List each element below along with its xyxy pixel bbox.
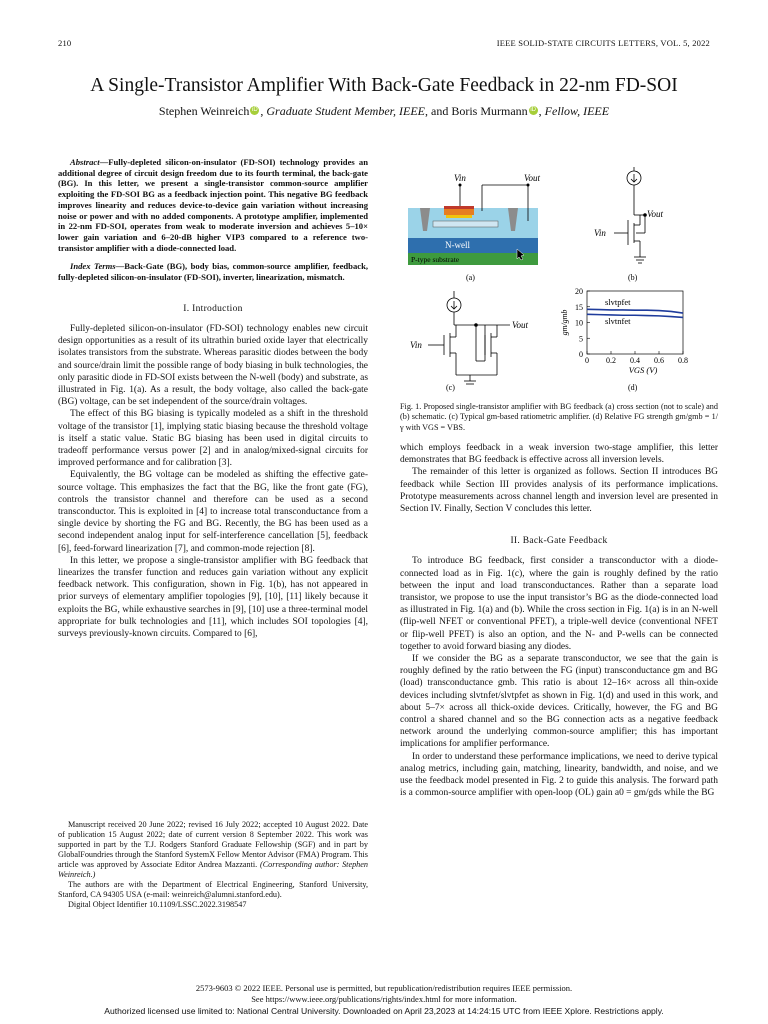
- x-tick-label: 0: [585, 356, 589, 365]
- front-gate: [444, 209, 474, 215]
- fig-label-b: (b): [628, 273, 638, 282]
- paragraph: If we consider the BG as a separate transconductor, we see that the gain is roughly defined by the ratio between the FG (input) transconductance gm and BG (load) transconductance gmb. This ratio is about 12–16× across all thin-oxide devices including slvtnfet/slvtpfet as shown in Fig. 1(d) and used in this work, and about 5–7× across all thick-oxide devices. Critically, however, the FG and BG control a shared channel and so the BG connection acts as a negative feedback network around the underlying common-source amplifier; this has important implications for amplifier performance.: [400, 654, 718, 750]
- abstract-label: Abstract: [70, 157, 100, 167]
- orcid-icon[interactable]: iD: [252, 107, 258, 113]
- footnote-doi[interactable]: Digital Object Identifier 10.1109/LSSC.2022.3198547: [68, 900, 247, 909]
- paragraph: In this letter, we propose a single-transistor amplifier with BG feedback that linearizes the transfer function and reduces gain variation without any explicit feedback network. This configuration, shown in Fig. 1(b), has not appeared in prior surveys of elementary amplifier topologies [9], [10], [11] likely because it exploits the BG, while exhaustive searches in [9], [10] use a three-terminal model appropriate for bulk technologies and [11], which includes SOI topologies [4], surveys previously-known circuits. Compared to [6],: [58, 555, 368, 640]
- fig-1a-cross-section: [408, 173, 541, 282]
- vin-label: Vin: [454, 173, 466, 183]
- y-tick-label: 15: [575, 302, 583, 312]
- paragraph: The effect of this BG biasing is typically modeled as a shift in the threshold voltage of the transistor [1], implying static biasing because the threshold voltage is itself a static value. Static BG biasing has been used in digital circuits to tradeoff performance versus power [2] and in analog/mixed-signal circuits for improved performance and for calibration [3].: [58, 409, 368, 469]
- fig-label-c: (c): [446, 383, 455, 392]
- gate-contact: [444, 206, 474, 209]
- x-axis-label: VGS (V): [628, 365, 658, 375]
- series-label-slvtpfet: slvtpfet: [605, 297, 631, 308]
- paragraph: The remainder of this letter is organized as follows. Section II introduces BG feedback while Section III provides analysis of its performance implications. Prototype measurements across channel length and inversion level are presented in Section IV. Finally, Section V concludes this letter.: [400, 467, 718, 515]
- section-2-heading: II. Back-Gate Feedback: [510, 536, 608, 547]
- paragraph: In order to understand these performance implications, we need to derive typical analog metrics, including gain, matching, linearity, bandwidth, and noise, and we use the feedback model presented in Fig. 2 to guide this analysis. The forward path is a common-source amplifier with open-loop (OL) gain a0 = gm/gds while the BG: [400, 751, 718, 799]
- index-terms: [58, 261, 368, 282]
- footnote-corresponding: (Corresponding author: Stephen Weinreich.): [58, 860, 369, 879]
- vout-label-c: Vout: [512, 320, 529, 330]
- page-number: 210: [58, 38, 72, 48]
- vout-label-b: Vout: [647, 209, 664, 219]
- author-line: Stephen Weinreich iD , Graduate Student Member, IEEE, and Boris Murmann iD , Fellow, IEEE: [158, 104, 610, 118]
- fig-1b-schematic: [614, 167, 646, 263]
- paper-title: A Single-Transistor Amplifier With Back-Gate Feedback in 22-nm FD-SOI: [90, 75, 678, 96]
- x-tick-label: 0.8: [678, 356, 688, 365]
- author-1-name: Stephen Weinreich: [158, 104, 250, 118]
- paragraph: which employs feedback in a weak inversion two-stage amplifier, this letter demonstrates that BG feedback is effective across all inversion levels.: [400, 443, 718, 466]
- fig-label-a: (a): [466, 273, 475, 282]
- fig-1c-schematic: [428, 291, 510, 384]
- author-1-role: Graduate Student Member, IEEE: [266, 104, 425, 118]
- series-label-slvtnfet: slvtnfet: [605, 316, 631, 327]
- y-tick-label: 5: [579, 334, 583, 344]
- footnote-affiliation: The authors are with the Department of Electrical Engineering, Stanford University, Stanford, CA 94305 USA (e-mail: weinreich@alumni.stanford.edu).: [58, 880, 368, 899]
- y-tick-label: 10: [575, 318, 583, 328]
- y-tick-label: 0: [579, 350, 583, 359]
- abstract-text: —Fully-depleted silicon-on-insulator (FD-SOI) technology provides an additional degree of circuit design freedom due to its fourth terminal, the back-gate (BG). In this letter, we present a single-transistor common-source amplifier exploiting the FD-SOI BG as a feedback injection point. This negative BG feedback improves linearity and reduces device-to-device gain variation without increasing noise or power and with no added components. A prototype amplifier, implemented in 22-nm FD-SOI, operates from weak to moderate inversion and achieves 5–10× lower gain variation and 6–20-dB higher VIP3 compared to a reference two-transistor amplifier with a diode-connected load.: [58, 157, 368, 253]
- index-terms-text: —Back-Gate (BG), body bias, common-source amplifier, feedback, fully-depleted silicon-on-insulator (FD-SOI), inverter, linearization, mismatch.: [58, 261, 369, 283]
- running-header: IEEE SOLID-STATE CIRCUITS LETTERS, VOL. 5, 2022: [496, 38, 710, 48]
- x-tick-label: 0.2: [606, 356, 616, 365]
- copyright-line: 2573-9603 © 2022 IEEE. Personal use is permitted, but republication/redistribution requires IEEE permission.: [195, 983, 573, 993]
- paragraph: Fully-depleted silicon-on-insulator (FD-SOI) technology enables new circuit design opportunities as a result of its ultrathin buried oxide layer that electrically isolates transistors from the substrate. Whereas parasitic diodes between the body and source/drain limit the possible range of body biasing in bulk technologies, the only parasitic diode in FD-SOI exists between the N-well (body) and substrate, as illustrated in Fig. 1(a). As a result, the body voltage, also called the back-gate (BG) voltage, can be set independent of the source/drain voltages.: [58, 323, 368, 408]
- buried-oxide: [433, 221, 498, 227]
- copyright-notice: [0, 983, 768, 1005]
- paragraph: Equivalently, the BG voltage can be modeled as shifting the effective gate-source voltage. This emphasizes the fact that the BG, like the front gate (FG), controls the transistor channel and therefore can be used as a second transconductor. This is exploited in [4] to increase total transconductance from a single device by shorting the FG and BG. Recently, the BG has been used as a second independent analog input for self-interference cancellation [5], feedback [6], feed-forward linearization [7], and common-mode rejection [8].: [58, 470, 368, 554]
- vin-label-c: Vin: [410, 340, 422, 350]
- psub-label: P-type substrate: [411, 255, 460, 264]
- author-2-role: Fellow, IEEE: [544, 104, 610, 118]
- series-line-slvtnfet: [587, 314, 683, 317]
- series-line-slvtpfet: [587, 309, 683, 313]
- fig-label-d: (d): [628, 383, 638, 392]
- y-axis-label: gm/gmb: [560, 309, 569, 336]
- left-column: [58, 157, 368, 640]
- right-column: [400, 442, 718, 799]
- footnotes: [58, 820, 368, 910]
- author-2-name: , and Boris Murmann: [425, 104, 528, 118]
- paragraph: To introduce BG feedback, first consider a transconductor with a diode-connected load as in Fig. 1(c), where the gain is roughly defined by the ratio between the input and load transconductances. Rather than a separate load transistor, we propose to use the input transistor’s BG as the diode-connected load as illustrated in Fig. 1(a) and (b). While the cross section in Fig. 1(a) is in an N-well (flip-well NFET or conventional PFET), a triple-well device (conventional NFET or flip-well PFET) is also an option, and the N- and P-wells can be connected together to avoid forward biasing any diodes.: [400, 556, 718, 652]
- figure-caption: Fig. 1. Proposed single-transistor amplifier with BG feedback (a) cross section (not to scale) and (b) schematic. (c) Typical gm-based ratiometric amplifier. (d) Relative FG strength gm/gmb = 1/γ with VGS = VBS.: [400, 402, 718, 432]
- fig-1d-chart: [560, 287, 688, 375]
- chart-frame: [587, 291, 683, 354]
- x-tick-label: 0.6: [654, 356, 664, 365]
- channel: [446, 215, 472, 218]
- vout-label: Vout: [524, 173, 541, 183]
- license-notice: Authorized licensed use limited to: National Central University. Downloaded on April 23,2023 at 14:24:15 UTC from IEEE Xplore. Restrictions apply.: [104, 1006, 664, 1016]
- rights-link[interactable]: See https://www.ieee.org/publications/rights/index.html for more information.: [251, 994, 517, 1004]
- nwell-label: N-well: [445, 240, 470, 250]
- figure-1: [400, 165, 718, 397]
- x-tick-label: 0.4: [630, 356, 640, 365]
- vin-label-b: Vin: [594, 228, 606, 238]
- abstract: [58, 157, 368, 253]
- section-1-heading: I. Introduction: [183, 303, 243, 314]
- index-terms-label: Index Terms: [70, 261, 116, 272]
- y-tick-label: 20: [575, 287, 583, 296]
- orcid-icon[interactable]: iD: [530, 107, 536, 113]
- footnote-received: Manuscript received 20 June 2022; revised 16 July 2022; accepted 10 August 2022. Date of publication 15 August 2022; date of current version 8 September 2022. This work was supported in part by the T.J. Rodgers Stanford Graduate Fellowship (SGF) and in part by GlobalFoundries through the Stanford SystemX Fellow Mentor Advisor (FMA) Program. This article was approved by Associate Editor Andrea Mazzanti. (Corresponding author: Stephen Weinreich.): [58, 820, 369, 879]
